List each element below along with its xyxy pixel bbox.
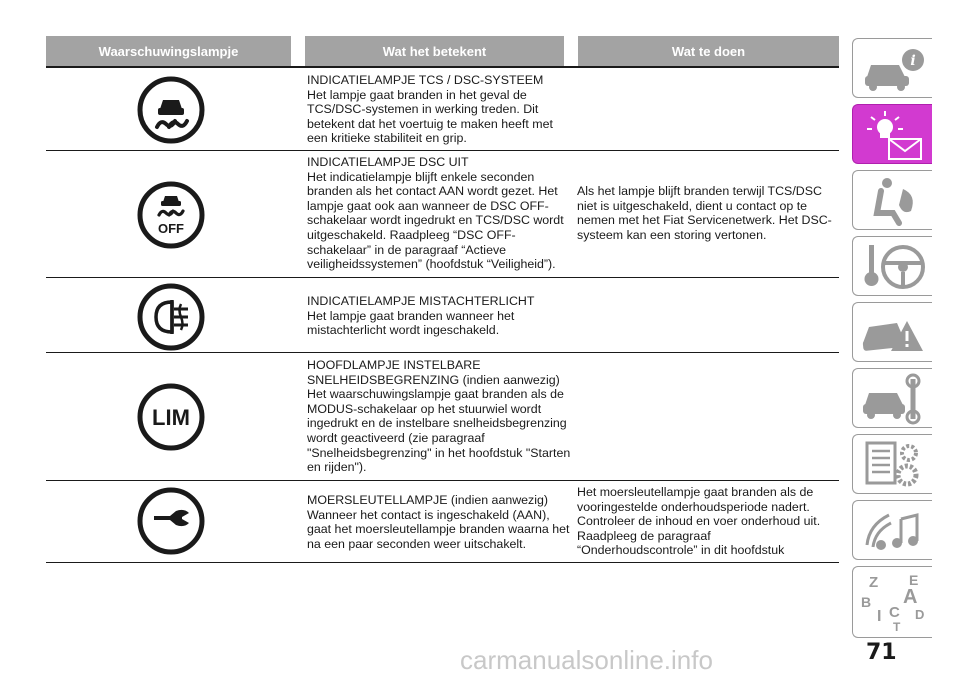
tab-technical-data[interactable] xyxy=(852,434,932,494)
svg-text:C: C xyxy=(889,604,900,621)
tab-multimedia[interactable] xyxy=(852,500,932,560)
svg-text:Z: Z xyxy=(869,574,879,591)
stability-control-off-icon xyxy=(136,180,206,250)
svg-text:E: E xyxy=(909,572,919,588)
header-action: Wat te doen xyxy=(578,36,839,66)
tab-emergency[interactable] xyxy=(852,302,932,362)
wrench-icon xyxy=(136,486,206,556)
row-meaning: HOOFDLAMPJE INSTELBARE SNELHEIDSBEGRENZING (indien aanwezig) Het waarschuwingslampje gaat branden als de MODUS-schakelaar op het stuurwiel wordt ingedrukt en de instelbare snelheidsbegrenzing wordt geactiveerd (zie paragraaf "Snelheidsbegrenzing" in het hoofdstuk "Starten en rijden"). xyxy=(307,358,571,475)
svg-text:B: B xyxy=(861,594,872,610)
row-action: Als het lampje blijft branden terwijl TCS/DSC niet is uitgeschakeld, dient u contact op te nemen met het Fiat Servicenetwerk. Het DSC-systeem kan een storing vertonen. xyxy=(577,184,832,242)
tab-index[interactable] xyxy=(852,566,932,638)
tab-maintenance[interactable] xyxy=(852,368,932,428)
page-number: 71 xyxy=(866,640,897,665)
tab-warning-lights[interactable] xyxy=(852,104,932,164)
multimedia-icon xyxy=(859,505,927,557)
table-row xyxy=(46,278,839,353)
tab-safety[interactable] xyxy=(852,170,932,230)
tab-car-info[interactable] xyxy=(852,38,932,98)
car-info-icon xyxy=(859,43,927,95)
warning-light-message-icon xyxy=(859,109,927,161)
svg-text:A: A xyxy=(903,586,918,608)
rear-fog-light-icon xyxy=(136,282,206,352)
seat-airbag-icon xyxy=(859,175,927,227)
row-meaning: INDICATIELAMPJE DSC UIT Het indicatielampje blijft enkele seconden branden als het contact AAN wordt gezet. Het lampje gaat ook aan wanneer de DSC OFF-schakelaar wordt ingedrukt en TCS/DSC wordt uitgeschakeld. Raadpleeg “DSC OFF-schakelaar” in de paragraaf “Actieve veiligheidssystemen” (hoofdstuk “Veiligheid”). xyxy=(307,155,564,272)
watermark: carmanualsonline.info xyxy=(460,645,713,675)
table-row xyxy=(46,68,839,151)
row-meaning: INDICATIELAMPJE TCS / DSC-SYSTEEM Het lampje gaat branden in het geval de TCS/DSC-systemen in werking treden. Dit betekent dat het voertuig te maken heeft met een kritieke stabiliteit en grip. xyxy=(307,73,553,146)
header-meaning: Wat het betekent xyxy=(305,36,564,66)
row-action: Het moersleutellampje gaat branden als de vooringestelde onderhoudsperiode nadert. Controleer de inhoud en voer onderhoud uit. Raadpleeg de paragraaf “Onderhoudscontrole” in dit hoofdstuk xyxy=(577,485,821,558)
index-letters-icon xyxy=(859,571,927,633)
lim-label: LIM xyxy=(152,405,190,430)
table-header xyxy=(46,36,839,68)
row-meaning: INDICATIELAMPJE MISTACHTERLICHT Het lampje gaat branden wanneer het mistachterlicht wordt ingeschakeld. xyxy=(307,294,535,338)
svg-text:D: D xyxy=(915,607,925,622)
specs-gear-icon xyxy=(859,439,927,491)
stability-control-icon xyxy=(136,75,206,145)
svg-text:T: T xyxy=(893,620,901,633)
svg-text:i: i xyxy=(910,53,916,69)
table-row xyxy=(46,481,839,563)
row-meaning: MOERSLEUTELLAMPJE (indien aanwezig) Wanneer het contact is ingeschakeld (AAN), gaat het moersleutellampje branden waarna het na een paar seconden weer uitschakelt. xyxy=(307,493,570,551)
header-warning-light: Waarschuwingslampje xyxy=(46,36,291,66)
svg-text:I: I xyxy=(877,608,882,625)
steering-key-icon xyxy=(859,241,927,293)
table-row xyxy=(46,151,839,278)
car-wrench-icon xyxy=(859,373,927,425)
speed-limiter-icon xyxy=(136,382,206,452)
off-label: OFF xyxy=(158,221,184,236)
table-row xyxy=(46,353,839,481)
car-crash-warning-icon xyxy=(859,307,927,359)
tab-starting-driving[interactable] xyxy=(852,236,932,296)
